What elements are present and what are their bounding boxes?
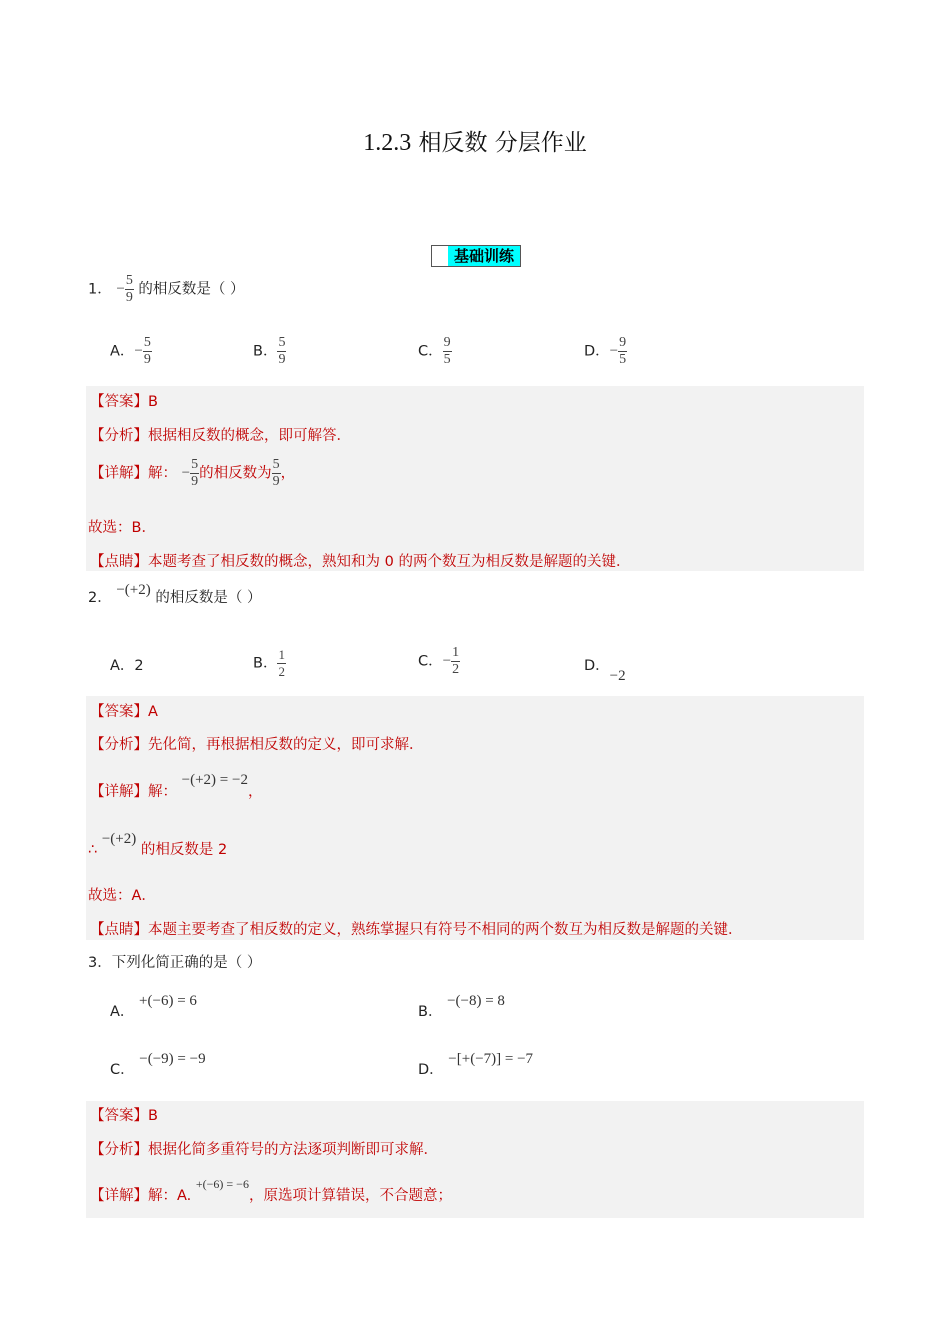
q1-expr-fraction [125, 274, 134, 305]
q2-number: 2． [88, 590, 112, 606]
q1-option-b-num: 5 [278, 335, 286, 350]
q2-therefore [88, 831, 228, 859]
q3-answer [90, 1104, 158, 1125]
q1-analysis-tag: 【分析】 [90, 428, 148, 444]
q2-detail-expr: −(+2) = −2 [181, 772, 248, 788]
q2-analysis [90, 733, 424, 754]
question-3 [88, 951, 261, 972]
q2-option-c-fraction [451, 646, 460, 677]
q1-option-a [110, 336, 152, 367]
q1-option-a-num: 5 [143, 335, 151, 350]
q2-therefore-expr: −(+2) [101, 831, 137, 847]
q3-number: 3． [88, 955, 112, 971]
q1-option-d-label: D． [584, 343, 610, 360]
q1-detail-a-den: 9 [191, 474, 199, 489]
q3-option-d-label: D． [418, 1062, 444, 1078]
q1-option-d [584, 336, 627, 367]
q2-comment-text: 本题主要考查了相反数的定义，熟练掌握只有符号不相同的两个数互为相反数是解题的关键． [148, 922, 743, 938]
q3-answer-text: B [148, 1108, 158, 1124]
q1-detail-b-num: 5 [272, 457, 280, 472]
question-2 [88, 582, 262, 607]
q3-detail-expr: +(−6) = −6 [195, 1177, 249, 1191]
q2-option-a-label: A． [110, 658, 135, 674]
q3-analysis [90, 1138, 438, 1159]
q2-option-a [110, 654, 144, 675]
q2-option-b [253, 648, 286, 679]
q2-expr: −(+2) [116, 582, 151, 598]
q2-option-b-label: B． [253, 655, 278, 672]
q3-detail-tag: 【详解】 [90, 1188, 148, 1204]
q1-detail-text2: 的相反数为 [199, 465, 272, 482]
q2-option-d-label: D． [584, 658, 610, 674]
q3-option-d-expr: −[+(−7)] = −7 [448, 1051, 534, 1067]
q3-option-b-expr: −(−8) = 8 [447, 993, 505, 1009]
q3-option-d [418, 1051, 534, 1079]
q1-detail-b-den: 9 [272, 474, 280, 489]
q1-comment-text: 本题考查了相反数的概念，熟知和为 0 的两个数互为相反数是解题的关键． [148, 554, 631, 570]
q2-option-c-num: 1 [452, 645, 460, 660]
q3-option-a-label: A． [110, 1004, 135, 1020]
q2-option-b-num: 1 [278, 647, 285, 662]
q1-option-c-fraction [443, 336, 452, 367]
q1-option-c-num: 9 [443, 335, 451, 350]
q1-option-d-den: 5 [619, 352, 627, 367]
q1-comment-tag: 【点睛】 [90, 554, 148, 570]
q2-choose: 故选：A． [88, 888, 156, 904]
q1-detail-text1: 解： [148, 465, 177, 482]
therefore-icon: ∴ [88, 842, 98, 858]
q2-answer [90, 700, 158, 721]
q2-detail-tag: 【详解】 [90, 784, 148, 800]
q1-option-b [253, 336, 286, 367]
q1-option-c [418, 336, 452, 367]
q1-answer-tag: 【答案】 [90, 394, 148, 410]
title-text: 相反数 分层作业 [418, 130, 587, 156]
q2-comment [90, 918, 743, 939]
q1-detail-tag: 【详解】 [90, 465, 148, 482]
q1-answer-text: B [148, 394, 158, 410]
q3-detail-text2: ，原选项计算错误，不合题意； [248, 1188, 452, 1204]
q1-analysis-text: 根据相反数的概念，即可解答． [148, 428, 351, 444]
q1-option-a-sign: − [134, 343, 143, 359]
q2-option-c [418, 646, 460, 677]
q3-option-c-label: C． [110, 1062, 135, 1078]
q2-detail-text2: ， [247, 784, 263, 800]
q1-choose: 故选：B． [88, 520, 156, 536]
q2-option-a-text: 2 [134, 658, 144, 674]
q1-detail-a-sign: − [181, 465, 191, 481]
q2-option-d [584, 654, 626, 684]
q2-option-d-text: −2 [609, 668, 626, 684]
q3-analysis-text: 根据化简多重符号的方法逐项判断即可求解． [148, 1142, 438, 1158]
q2-answer-text: A [148, 704, 158, 720]
q3-option-a [110, 993, 197, 1021]
q3-option-a-expr: +(−6) = 6 [139, 993, 197, 1009]
q2-option-c-den: 2 [452, 662, 460, 677]
q1-expr-den: 9 [125, 290, 133, 305]
q2-answer-tag: 【答案】 [90, 704, 148, 720]
q3-detail [90, 1177, 452, 1205]
q1-option-d-fraction [618, 336, 627, 367]
q1-option-a-den: 9 [143, 352, 151, 367]
q3-option-c [110, 1051, 206, 1079]
q2-therefore-text: 的相反数是 2 [140, 842, 228, 858]
q2-analysis-tag: 【分析】 [90, 737, 148, 753]
q1-option-b-den: 9 [278, 352, 286, 367]
q1-detail-a-num: 5 [191, 457, 199, 472]
q2-option-b-den: 2 [278, 664, 285, 679]
title-number: 1.2.3 [363, 130, 412, 156]
section-label: 基础训练 [448, 246, 520, 266]
q1-answer [90, 390, 158, 411]
q1-stem: 的相反数是（ ） [138, 281, 245, 298]
q3-option-c-expr: −(−9) = −9 [139, 1051, 206, 1067]
q1-detail-a-fraction [190, 458, 199, 489]
question-1 [88, 274, 245, 305]
q1-option-d-sign: − [609, 343, 619, 359]
q1-number: 1． [88, 281, 112, 298]
q3-analysis-tag: 【分析】 [90, 1142, 148, 1158]
q1-expr-sign: − [116, 281, 125, 297]
q2-stem: 的相反数是（ ） [155, 590, 262, 606]
q1-option-b-fraction [277, 336, 286, 367]
q1-option-a-label: A． [110, 343, 135, 360]
q1-detail-text3: ， [280, 465, 296, 482]
q1-detail [90, 458, 295, 489]
q2-detail [90, 772, 263, 801]
q1-option-c-den: 5 [443, 352, 451, 367]
page-title [0, 124, 950, 157]
q2-option-c-sign: − [442, 653, 452, 669]
q2-detail-text1: 解： [148, 784, 177, 800]
q2-analysis-text: 先化简，再根据相反数的定义，即可求解． [148, 737, 424, 753]
q1-expr-num: 5 [125, 273, 133, 288]
section-tag [431, 245, 521, 267]
q3-option-b-label: B． [418, 1004, 443, 1020]
q1-option-b-label: B． [253, 343, 278, 360]
q3-detail-text1: 解：A. [148, 1188, 192, 1204]
q3-answer-tag: 【答案】 [90, 1108, 148, 1124]
q3-option-b [418, 993, 505, 1021]
q1-comment [90, 550, 630, 571]
q2-option-b-fraction [277, 648, 286, 679]
q1-option-c-label: C． [418, 343, 443, 360]
q2-comment-tag: 【点睛】 [90, 922, 148, 938]
q3-stem: 下列化简正确的是（ ） [111, 955, 262, 971]
q1-option-d-num: 9 [619, 335, 627, 350]
q1-analysis [90, 424, 351, 445]
q2-option-c-label: C． [418, 653, 443, 670]
q1-option-a-fraction [143, 336, 152, 367]
q1-detail-b-fraction [272, 458, 281, 489]
